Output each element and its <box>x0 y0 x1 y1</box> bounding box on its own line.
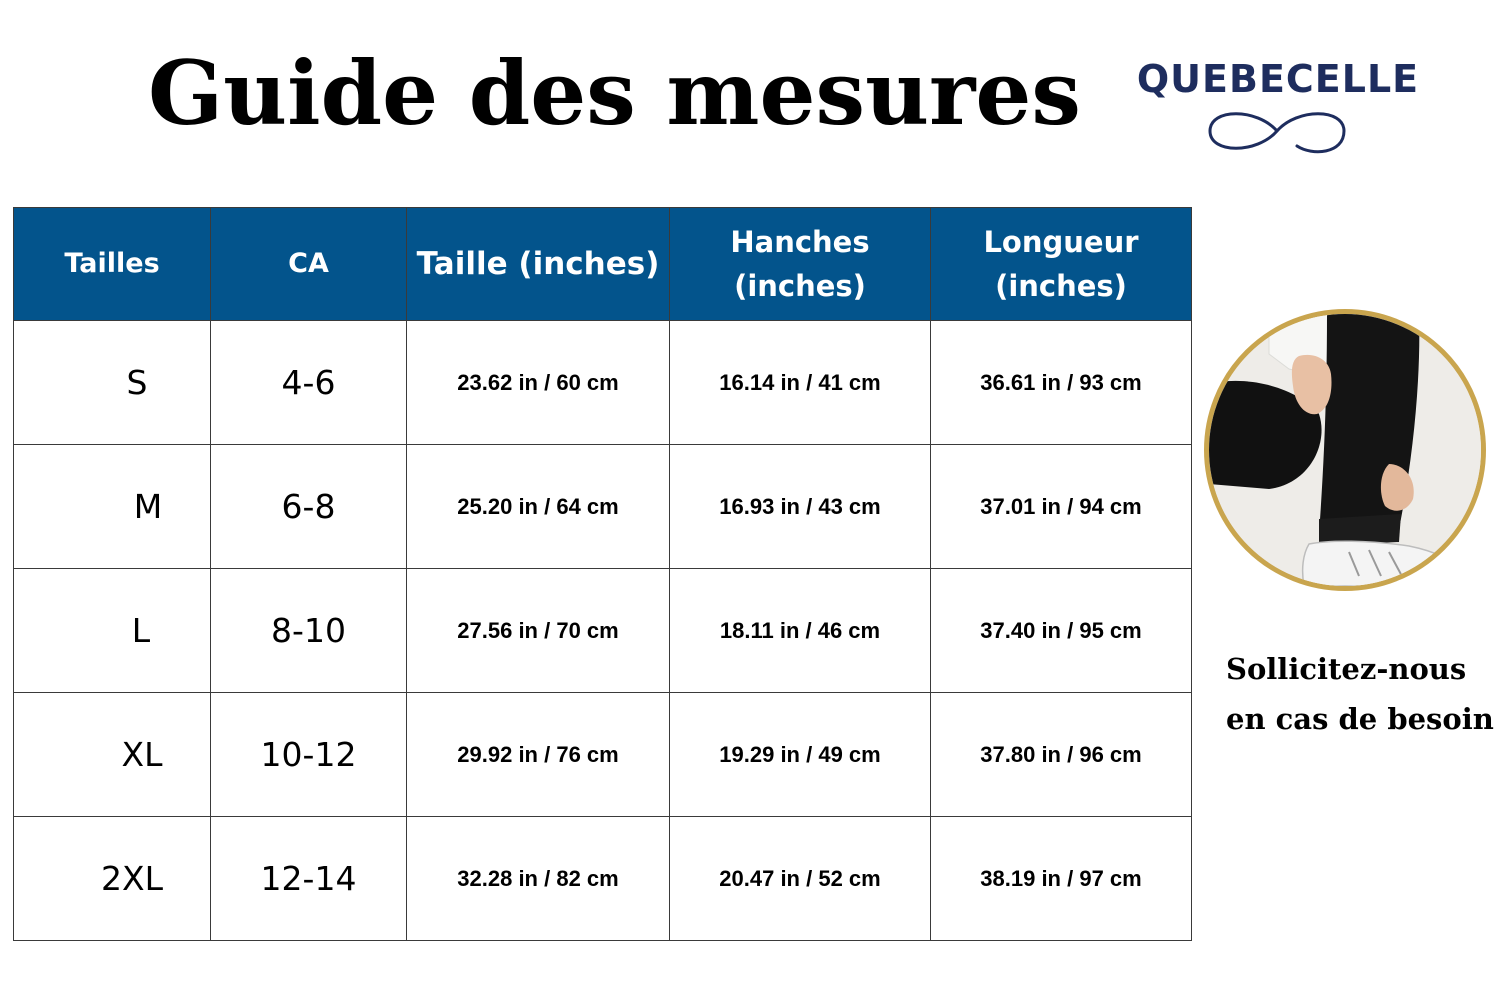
size-cell: XL <box>14 693 211 817</box>
taille-cell: 25.20 in / 64 cm <box>407 445 670 569</box>
hanches-cell: 19.29 in / 49 cm <box>670 693 931 817</box>
hanches-cell: 16.93 in / 43 cm <box>670 445 931 569</box>
longueur-cell: 37.40 in / 95 cm <box>931 569 1192 693</box>
taille-cell: 32.28 in / 82 cm <box>407 817 670 941</box>
longueur-cell: 38.19 in / 97 cm <box>931 817 1192 941</box>
taille-cell: 27.56 in / 70 cm <box>407 569 670 693</box>
hanches-cell: 20.47 in / 52 cm <box>670 817 931 941</box>
header-longueur: Longueur (inches) <box>931 208 1192 321</box>
help-message <box>1226 644 1496 744</box>
taille-cell: 23.62 in / 60 cm <box>407 321 670 445</box>
header-taille: Taille (inches) <box>407 208 670 321</box>
table-row <box>14 817 1192 941</box>
table-row <box>14 693 1192 817</box>
help-line-1: Sollicitez-nous <box>1226 652 1467 686</box>
page-title: Guide des mesures <box>148 41 1081 145</box>
size-cell: L <box>14 569 211 693</box>
ca-cell: 6-8 <box>211 445 407 569</box>
ca-cell: 4-6 <box>211 321 407 445</box>
taille-cell: 29.92 in / 76 cm <box>407 693 670 817</box>
longueur-cell: 37.01 in / 94 cm <box>931 445 1192 569</box>
header-hanches: Hanches (inches) <box>670 208 931 321</box>
size-cell: 2XL <box>14 817 211 941</box>
leggings-photo <box>1204 309 1486 591</box>
hanches-cell: 16.14 in / 41 cm <box>670 321 931 445</box>
longueur-cell: 36.61 in / 93 cm <box>931 321 1192 445</box>
ca-cell: 12-14 <box>211 817 407 941</box>
longueur-cell: 37.80 in / 96 cm <box>931 693 1192 817</box>
leggings-illustration <box>1209 314 1481 586</box>
brand-name: QUEBECELLE <box>1136 57 1420 101</box>
table-header-row <box>14 208 1192 321</box>
table-row <box>14 321 1192 445</box>
ca-cell: 8-10 <box>211 569 407 693</box>
size-cell: S <box>14 321 211 445</box>
table-row <box>14 445 1192 569</box>
ca-cell: 10-12 <box>211 693 407 817</box>
brand-logo <box>1128 56 1428 160</box>
hanches-cell: 18.11 in / 46 cm <box>670 569 931 693</box>
infinity-icon <box>1202 106 1352 156</box>
size-table <box>13 207 1192 941</box>
help-line-2: en cas de besoin <box>1226 702 1494 736</box>
table-row <box>14 569 1192 693</box>
header-ca: CA <box>211 208 407 321</box>
size-cell: M <box>14 445 211 569</box>
header-tailles: Tailles <box>14 208 211 321</box>
